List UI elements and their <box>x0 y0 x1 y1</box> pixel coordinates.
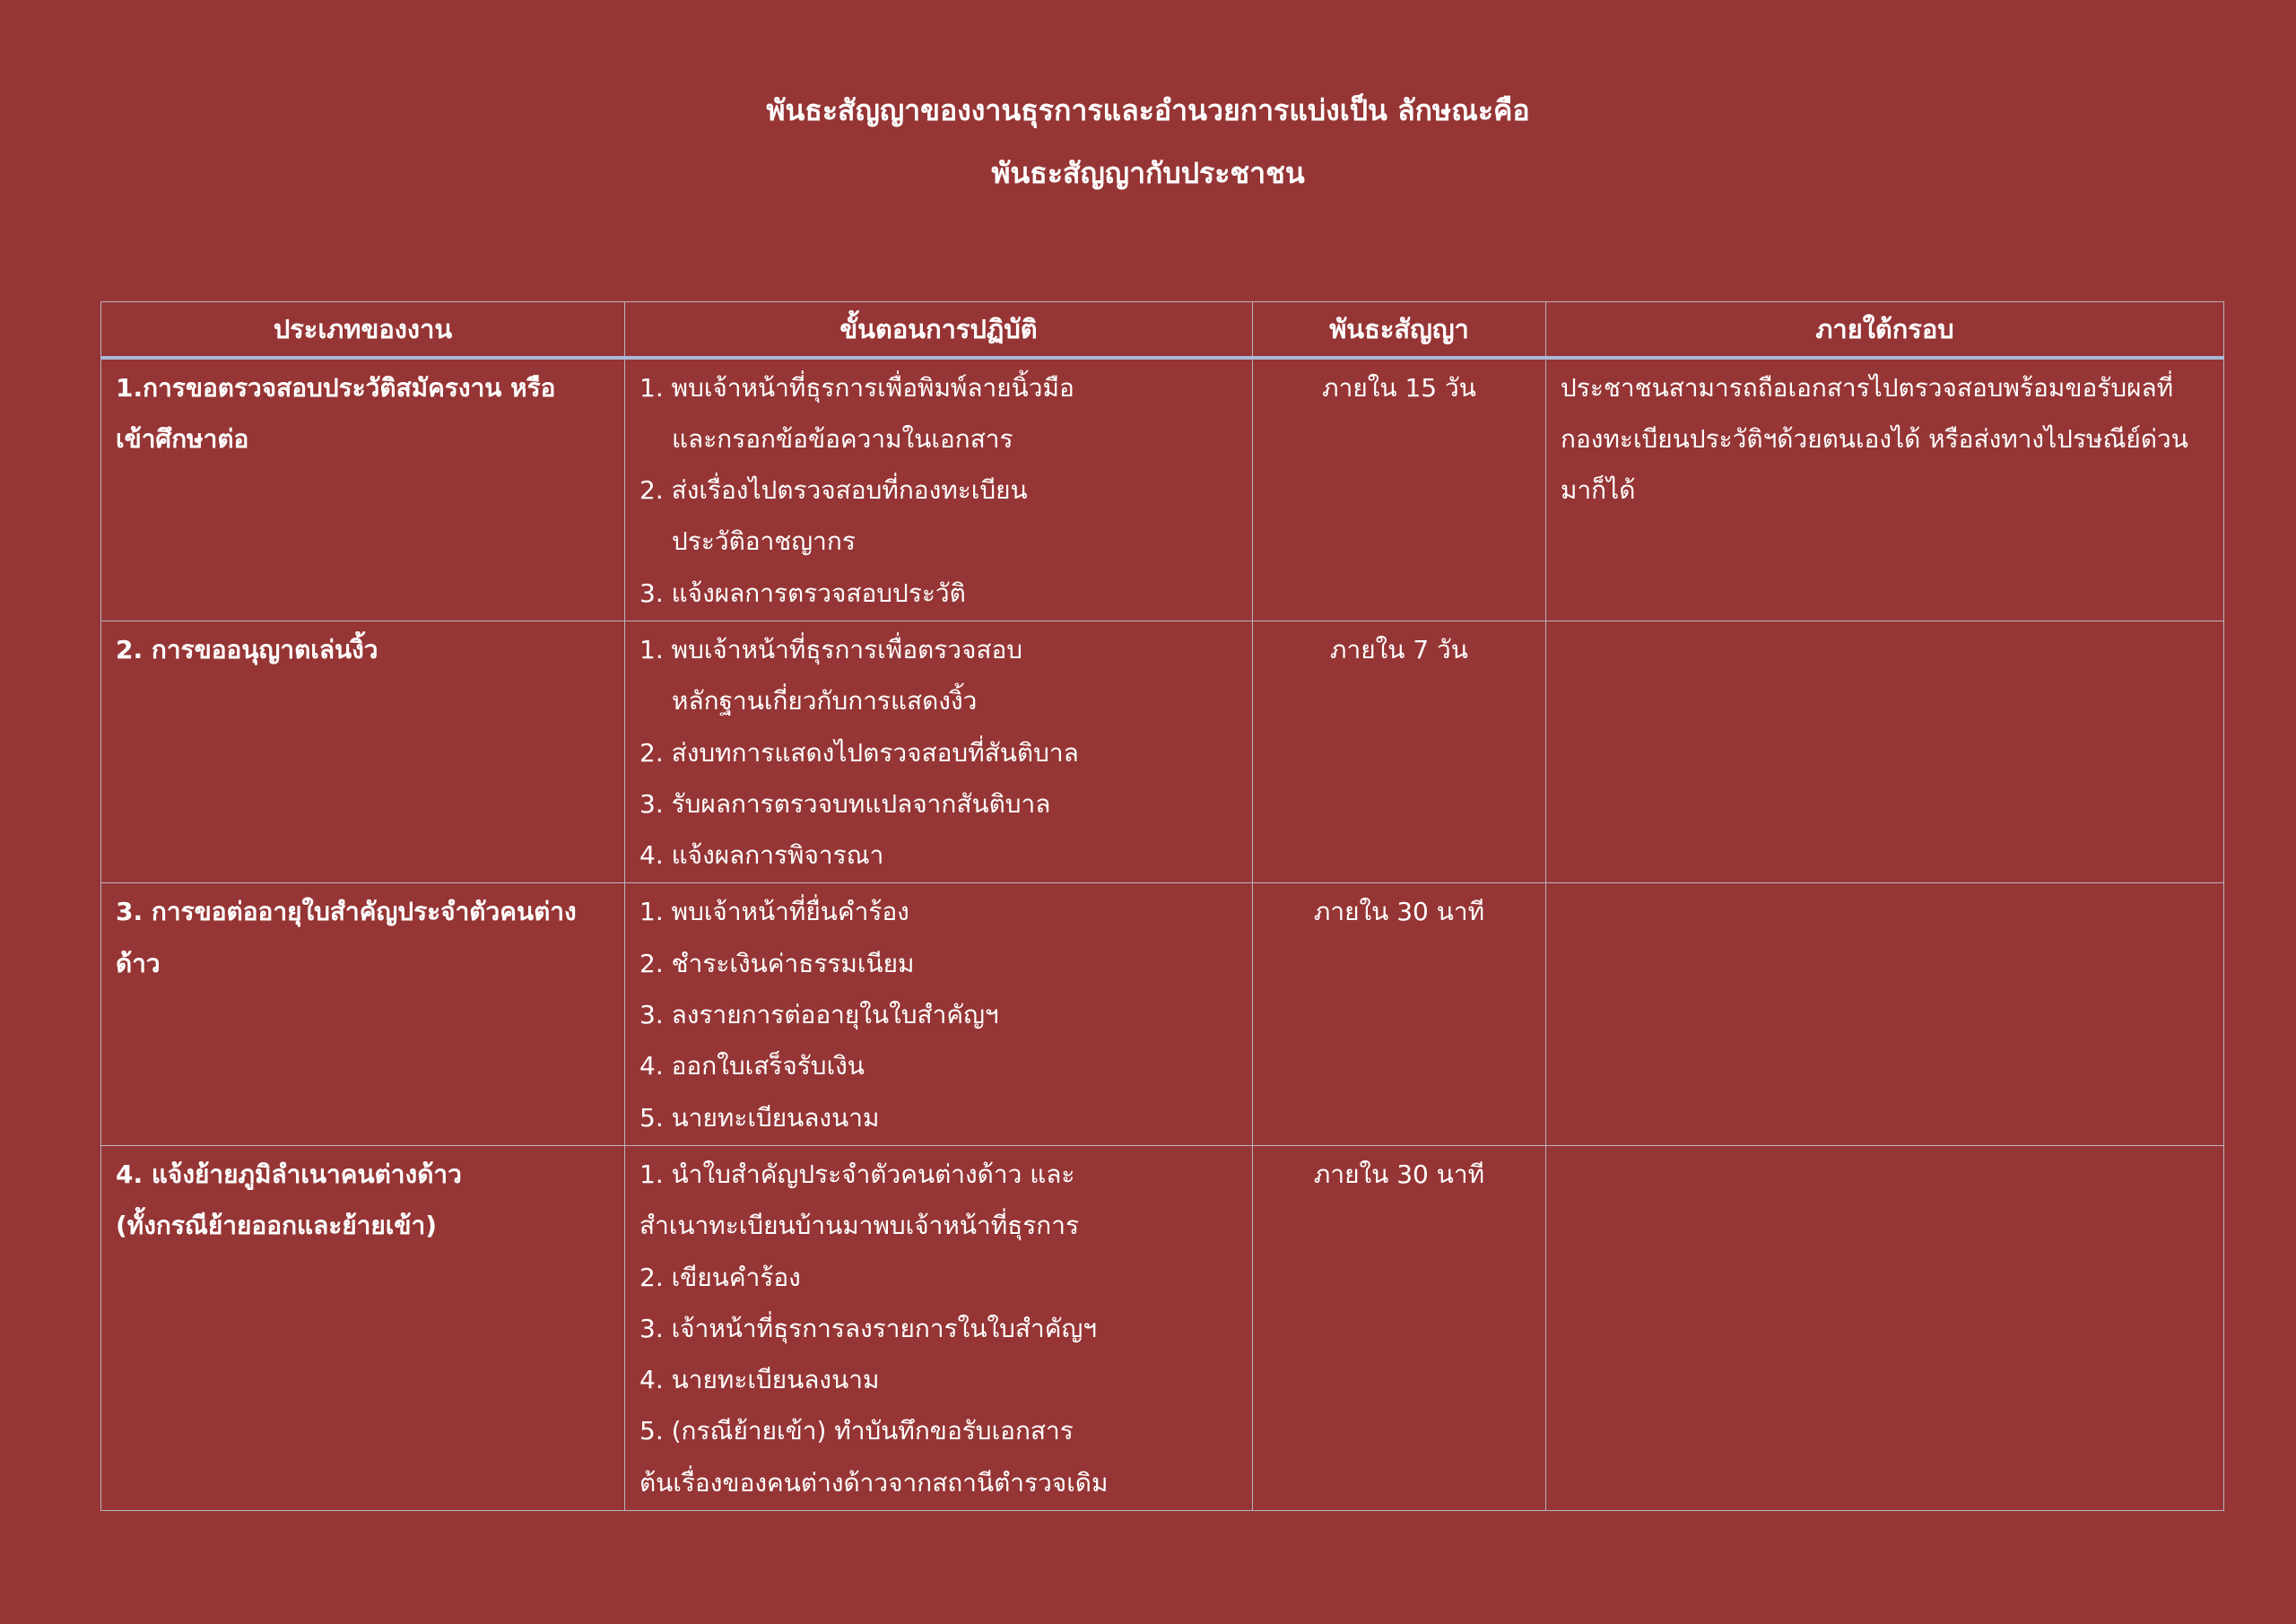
procedure-step: หลักฐานเกี่ยวกับการแสดงงิ้ว <box>672 686 978 716</box>
header-commitment: พันธะสัญญา <box>1253 302 1546 358</box>
framework-cell <box>1546 621 2224 882</box>
procedure-step: 4. ออกใบเสร็จรับเงิน <box>639 1051 865 1081</box>
work-type-line: (ทั้งกรณีย้ายออกและย้ายเข้า) <box>116 1211 438 1241</box>
procedure-cell <box>625 1145 1253 1510</box>
commitment-cell: ภายใน 30 นาที <box>1253 1145 1546 1510</box>
title-line-1: พันธะสัญญาของงานธุรการและอำนวยการแบ่งเป็น ลักษณะคือ <box>766 93 1530 127</box>
procedure-cell <box>625 358 1253 621</box>
table-row <box>101 358 2224 621</box>
work-type-cell <box>101 621 625 882</box>
procedure-step: 2. ชำระเงินค่าธรรมเนียม <box>639 948 915 978</box>
work-type-cell <box>101 883 625 1145</box>
table-row <box>101 1145 2224 1510</box>
work-type-line: 4. แจ้งย้ายภูมิลำเนาคนต่างด้าว <box>116 1159 462 1189</box>
procedure-step: ประวัติอาชญากร <box>672 526 856 557</box>
procedure-step: 2. ส่งบทการแสดงไปตรวจสอบที่สันติบาล <box>639 737 1079 768</box>
procedure-step: ต้นเรื่องของคนต่างด้าวจากสถานีตำรวจเดิม <box>639 1467 1109 1498</box>
work-type-line: เข้าศึกษาต่อ <box>116 423 249 454</box>
framework-line: ประชาชนสามารถถือเอกสารไปตรวจสอบพร้อมขอรับผลที่ <box>1561 372 2174 403</box>
header-framework: ภายใต้กรอบ <box>1546 302 2224 358</box>
work-type-line: 2. การขออนุญาตเล่นงิ้ว <box>116 634 378 664</box>
commitment-cell: ภายใน 30 นาที <box>1253 883 1546 1145</box>
commitment-cell: ภายใน 7 วัน <box>1253 621 1546 882</box>
work-type-line: 1.การขอตรวจสอบประวัติสมัครงาน หรือ <box>116 372 556 403</box>
procedure-step: 4. นายทะเบียนลงนาม <box>639 1365 880 1395</box>
procedure-step: 1. นำใบสำคัญประจำตัวคนต่างด้าว และ <box>639 1159 1075 1189</box>
framework-cell <box>1546 358 2224 621</box>
procedure-step: 3. รับผลการตรวจบทแปลจากสันติบาล <box>639 788 1051 819</box>
procedure-step: 5. (กรณีย้ายเข้า) ทำบันทึกขอรับเอกสาร <box>639 1416 1074 1446</box>
procedure-step: สำเนาทะเบียนบ้านมาพบเจ้าหน้าที่ธุรการ <box>639 1211 1079 1241</box>
procedure-step: 3. ลงรายการต่ออายุในใบสำคัญฯ <box>639 1000 999 1030</box>
procedure-step: 2. เขียนคำร้อง <box>639 1262 801 1292</box>
framework-cell <box>1546 883 2224 1145</box>
procedure-step: และกรอกข้อข้อความในเอกสาร <box>672 423 1013 454</box>
work-type-line: 3. การขอต่ออายุใบสำคัญประจำตัวคนต่าง <box>116 897 577 927</box>
procedure-step: 1. พบเจ้าหน้าที่ธุรการเพื่อตรวจสอบ <box>639 634 1023 664</box>
framework-cell <box>1546 1145 2224 1510</box>
work-type-cell <box>101 358 625 621</box>
work-type-cell <box>101 1145 625 1510</box>
procedure-step: 3. เจ้าหน้าที่ธุรการลงรายการในใบสำคัญฯ <box>639 1313 1098 1343</box>
framework-line: มาก็ได้ <box>1561 475 1636 506</box>
commitment-cell: ภายใน 15 วัน <box>1253 358 1546 621</box>
document-title <box>0 79 2296 204</box>
table-row <box>101 883 2224 1145</box>
procedure-cell <box>625 883 1253 1145</box>
procedure-cell <box>625 621 1253 882</box>
table-row <box>101 621 2224 882</box>
table-header-row <box>101 302 2224 358</box>
header-work-type: ประเภทของงาน <box>101 302 625 358</box>
procedure-step: 4. แจ้งผลการพิจารณา <box>639 840 884 871</box>
framework-line: กองทะเบียนประวัติฯด้วยตนเองได้ หรือส่งทางไปรษณีย์ด่วน <box>1561 423 2188 454</box>
procedure-step: 3. แจ้งผลการตรวจสอบประวัติ <box>639 578 966 608</box>
procedure-step: 5. นายทะเบียนลงนาม <box>639 1102 880 1133</box>
work-type-line: ด้าว <box>116 948 161 978</box>
procedure-step: 1. พบเจ้าหน้าที่ธุรการเพื่อพิมพ์ลายนิ้วมือ <box>639 372 1074 403</box>
title-line-2: พันธะสัญญากับประชาชน <box>991 156 1305 190</box>
procedure-step: 1. พบเจ้าหน้าที่ยื่นคำร้อง <box>639 897 909 927</box>
header-procedure: ขั้นตอนการปฏิบัติ <box>625 302 1253 358</box>
procedure-step: 2. ส่งเรื่องไปตรวจสอบที่กองทะเบียน <box>639 475 1028 506</box>
contract-table <box>100 301 2224 1511</box>
